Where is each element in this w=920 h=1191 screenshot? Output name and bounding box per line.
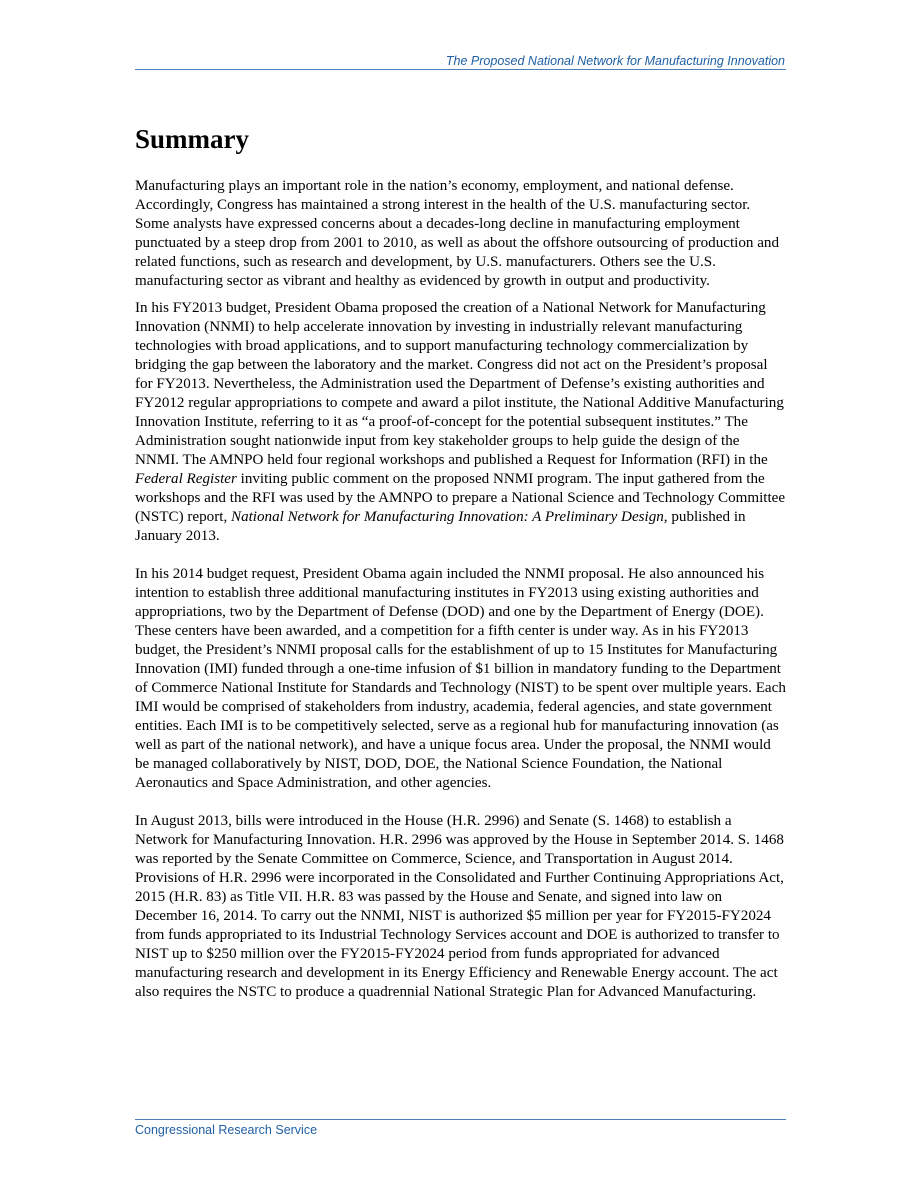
paragraph-2-part-c: published in January 2013. xyxy=(135,509,746,544)
paragraph-2-part-a: In his FY2013 budget, President Obama proposed the creation of a National Network for Manufacturing Innovation (NNMI) to help accelerate innovation by investing in industrially relevant manufacturing technologies with broad applications, and to support manufacturing technology commercialization by bridging the gap between the laboratory and the market. Congress did not act on the President’s proposal for FY2013. Nevertheless, the Administration used the Department of Defense’s existing authorities and FY2012 regular appropriations to compete and award a pilot institute, the National Additive Manufacturing Innovation Institute, referring to it as “a proof-of-concept for the potential subsequent institutes.” The Administration sought nationwide input from key stakeholder groups to help guide the design of the NNMI. The AMNPO held four regional workshops and published a Request for Information (RFI) in the xyxy=(135,300,784,468)
header-divider xyxy=(135,69,786,70)
paragraph-2 xyxy=(135,299,787,546)
paragraph-2-part-b: inviting public comment on the proposed NNMI program. The input gathered from the workshops and the RFI was used by the AMNPO to prepare a National Science and Technology Committee (NSTC) report, xyxy=(135,471,786,525)
running-header: The Proposed National Network for Manufacturing Innovation xyxy=(445,54,785,68)
paragraph-1: Manufacturing plays an important role in the nation’s economy, employment, and national defense. Accordingly, Congress has maintained a strong interest in the health of the U.S. manufacturing sector. Some analysts have expressed concerns about a decades-long decline in manufacturing employment punctuated by a steep drop from 2001 to 2010, as well as about the offshore outsourcing of production and related functions, such as research and development, by U.S. manufacturers. Others see the U.S. manufacturing sector as vibrant and healthy as evidenced by growth in output and productivity. xyxy=(135,178,779,289)
nstc-report-title: National Network for Manufacturing Innovation: A Preliminary Design, xyxy=(231,509,668,525)
footer-source: Congressional Research Service xyxy=(135,1123,318,1137)
summary-body xyxy=(135,177,787,1002)
federal-register-citation: Federal Register xyxy=(135,471,237,487)
paragraph-3: In his 2014 budget request, President Obama again included the NNMI proposal. He also announced his intention to establish three additional manufacturing institutes in FY2013 using existing authorities and appropriations, two by the Department of Defense (DOD) and one by the Department of Energy (DOE). These centers have been awarded, and a competition for a fifth center is under way. As in his FY2013 budget, the President’s NNMI proposal calls for the establishment of up to 15 Institutes for Manufacturing Innovation (IMI) funded through a one-time infusion of $1 billion in mandatory funding to the Department of Commerce National Institute for Standards and Technology (NIST) to be spent over multiple years. Each IMI would be comprised of stakeholders from industry, academia, federal agencies, and state government entities. Each IMI is to be competitively selected, serve as a regional hub for manufacturing innovation (as well as part of the national network), and have a unique focus area. Under the proposal, the NNMI would be managed collaboratively by NIST, DOD, DOE, the National Science Foundation, the National Aeronautics and Space Administration, and other agencies. xyxy=(135,566,786,791)
footer-divider xyxy=(135,1119,786,1120)
page-title: Summary xyxy=(135,124,249,154)
paragraph-4: In August 2013, bills were introduced in the House (H.R. 2996) and Senate (S. 1468) to establish a Network for Manufacturing Innovation. H.R. 2996 was approved by the House in September 2014. S. 1468 was reported by the Senate Committee on Commerce, Science, and Transportation in August 2014. Provisions of H.R. 2996 were incorporated in the Consolidated and Further Continuing Appropriations Act, 2015 (H.R. 83) as Title VII. H.R. 83 was passed by the House and Senate, and signed into law on December 16, 2014. To carry out the NNMI, NIST is authorized $5 million per year for FY2015-FY2024 from funds appropriated to its Industrial Technology Services account and DOE is authorized to transfer to NIST up to $250 million over the FY2015-FY2024 period from funds appropriated for advanced manufacturing research and development in its Energy Efficiency and Renewable Energy account. The act also requires the NSTC to produce a quadrennial National Strategic Plan for Advanced Manufacturing. xyxy=(135,813,784,1000)
